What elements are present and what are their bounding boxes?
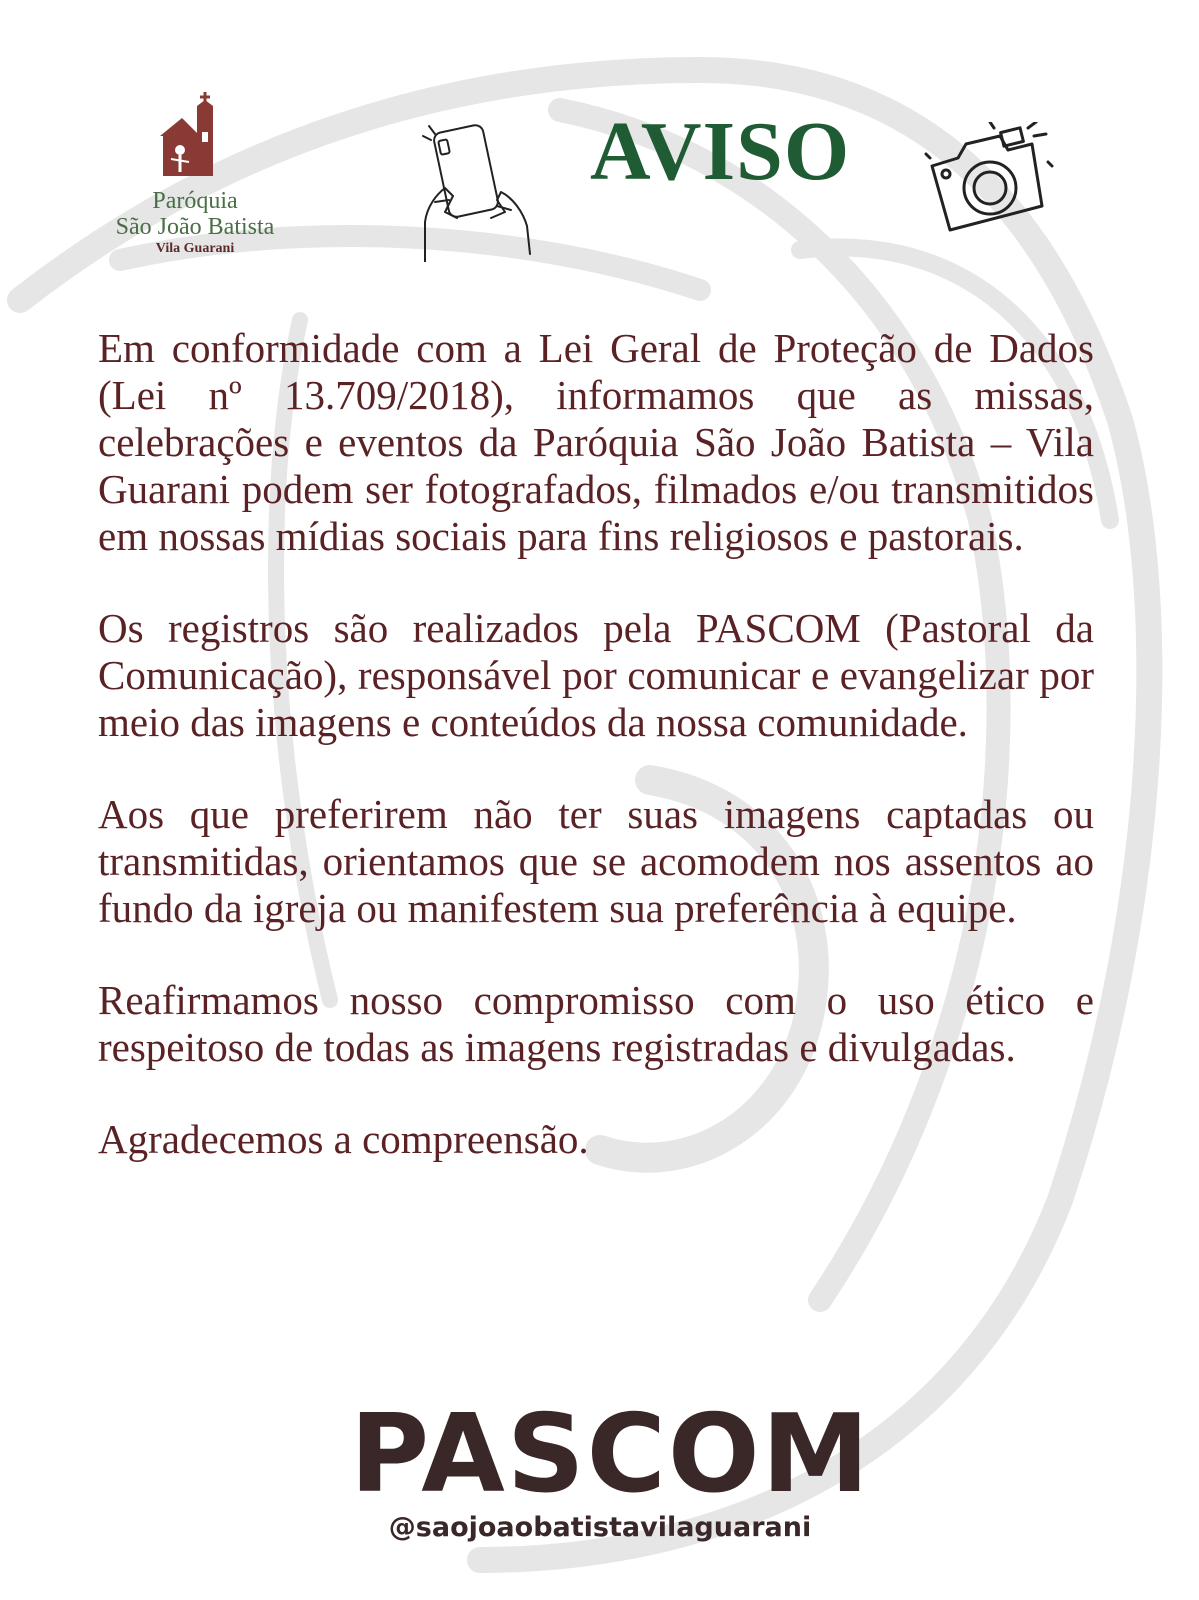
church-icon bbox=[160, 92, 230, 184]
pascom-footer bbox=[350, 1392, 872, 1560]
logo-neighborhood: Vila Guarani bbox=[155, 241, 235, 256]
parish-logo bbox=[95, 92, 295, 272]
paragraph-opt-out: Aos que preferirem não ter suas imagens captadas ou transmitidas, orientamos que se acomodem nos assentos ao fundo da igreja ou manifestem sua preferência à equipe. bbox=[98, 791, 1094, 931]
camera-icon bbox=[924, 122, 1054, 242]
social-handle: @saojoaobatistavilaguarani bbox=[388, 1512, 812, 1543]
paragraph-thanks: Agradecemos a compreensão. bbox=[98, 1116, 589, 1162]
notice-title: AVISO bbox=[590, 105, 851, 198]
logo-parish-name: São João Batista bbox=[115, 214, 275, 240]
smartphone-hands-icon bbox=[415, 122, 535, 262]
logo-paroquia-text: Paróquia bbox=[152, 188, 238, 214]
pascom-logo: PASCOM bbox=[350, 1392, 872, 1517]
notice-body bbox=[98, 325, 1094, 1208]
paragraph-pascom: Os registros são realizados pela PASCOM (Pastoral da Comunicação), responsável por comunicar e evangelizar por meio das imagens e conteúdos da nossa comunidade. bbox=[98, 605, 1094, 745]
paragraph-lgpd: Em conformidade com a Lei Geral de Proteção de Dados (Lei nº 13.709/2018), informamos que as missas, celebrações e eventos da Paróquia São João Batista – Vila Guarani podem ser fotografados, filmados e/ou transmitidos em nossas mídias sociais para fins religiosos e pastorais. bbox=[98, 325, 1094, 559]
paragraph-commitment: Reafirmamos nosso compromisso com o uso ético e respeitoso de todas as imagens registradas e divulgadas. bbox=[98, 977, 1094, 1070]
